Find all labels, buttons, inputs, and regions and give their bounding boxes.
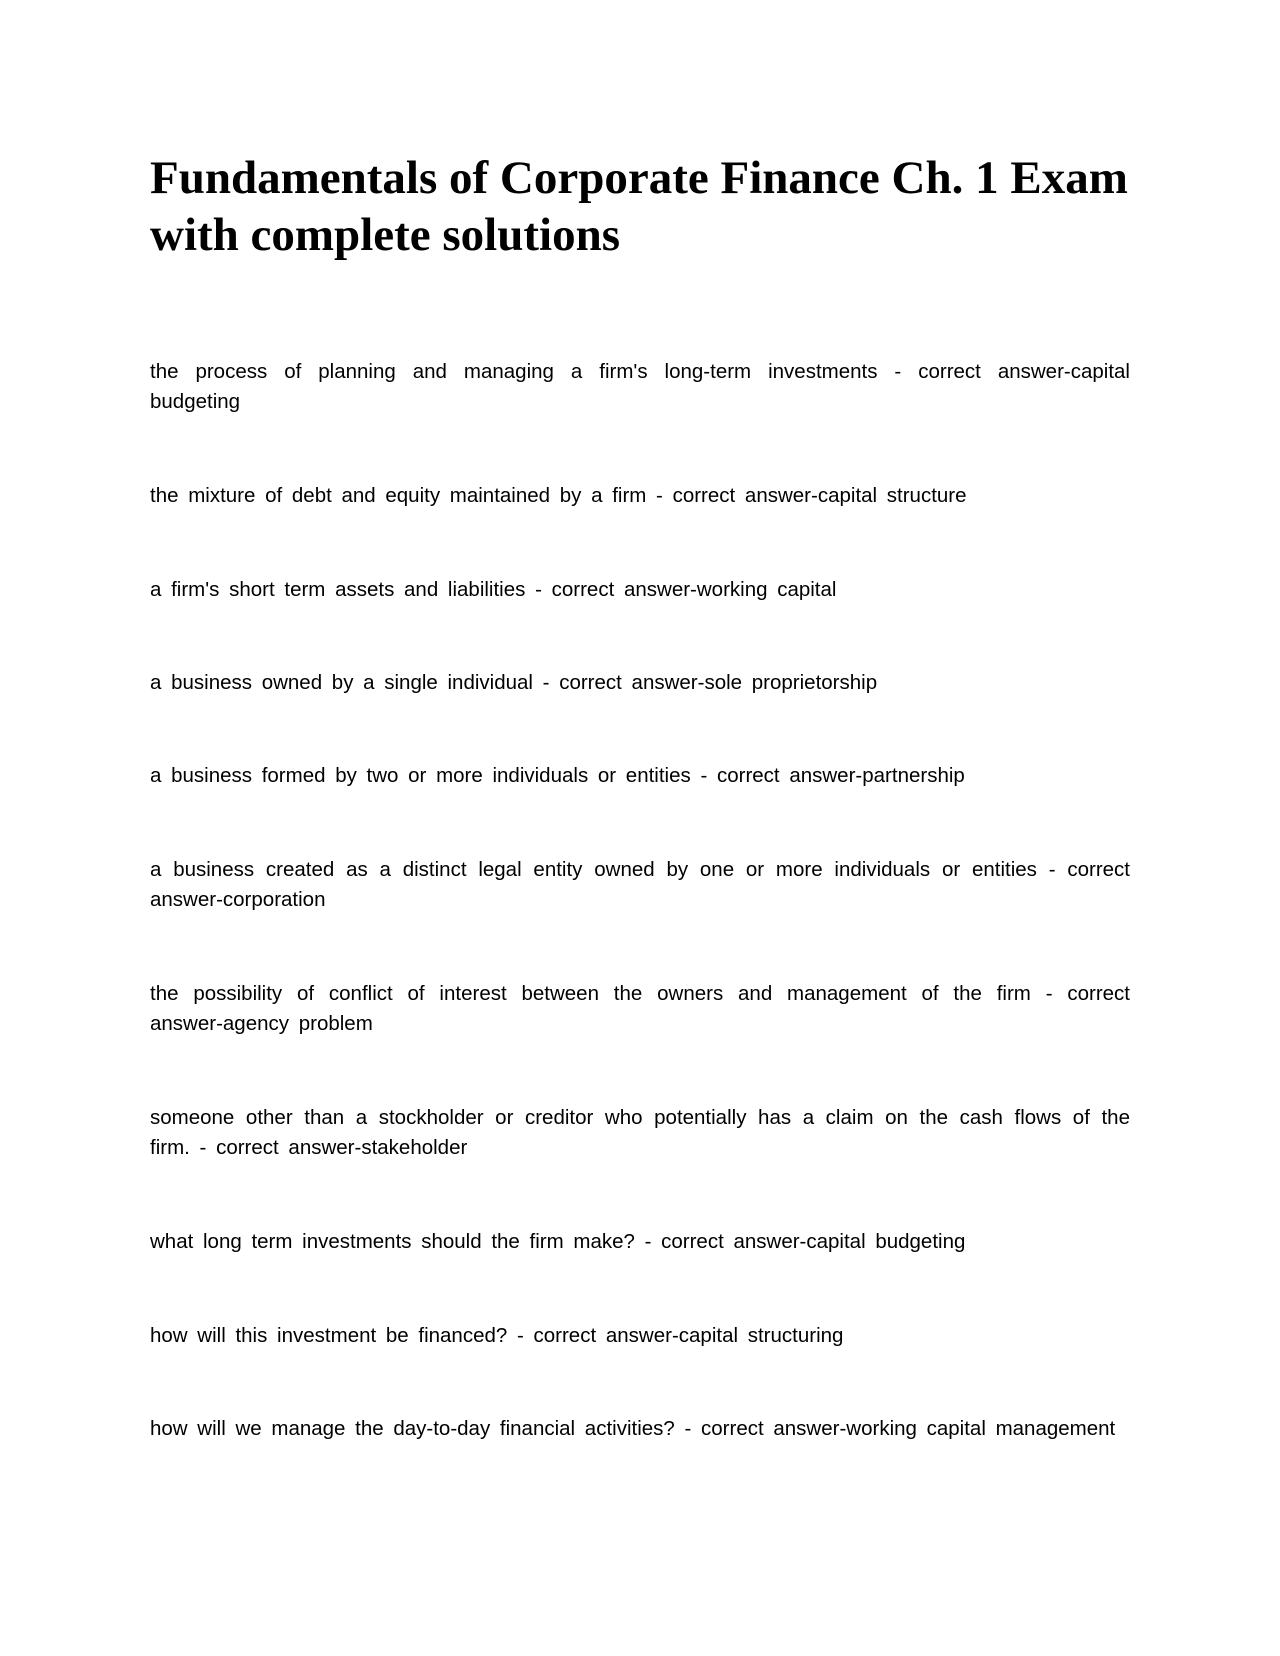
qa-item: the possibility of conflict of interest between the owners and management of the firm - correct answer-agency problem: [150, 982, 1130, 1035]
document-title: Fundamentals of Corporate Finance Ch. 1 Exam with complete solutions: [150, 152, 1128, 261]
qa-item: how will we manage the day-to-day financial activities? - correct answer-working capital management: [150, 1417, 1116, 1440]
qa-item: the mixture of debt and equity maintained by a firm - correct answer-capital structure: [150, 484, 967, 507]
qa-item: how will this investment be financed? - correct answer-capital structuring: [150, 1324, 844, 1347]
qa-item: what long term investments should the firm make? - correct answer-capital budgeting: [150, 1230, 966, 1253]
qa-item: a firm's short term assets and liabilities - correct answer-working capital: [150, 578, 837, 601]
qa-item: the process of planning and managing a firm's long-term investments - correct answer-capital budgeting: [150, 360, 1130, 413]
qa-item: a business created as a distinct legal entity owned by one or more individuals or entities - correct answer-corporation: [150, 858, 1130, 911]
qa-item: a business owned by a single individual - correct answer-sole proprietorship: [150, 671, 878, 694]
qa-item: someone other than a stockholder or creditor who potentially has a claim on the cash flows of the firm. - correct answer-stakeholder: [150, 1106, 1130, 1159]
qa-item: a business formed by two or more individuals or entities - correct answer-partnership: [150, 764, 965, 787]
